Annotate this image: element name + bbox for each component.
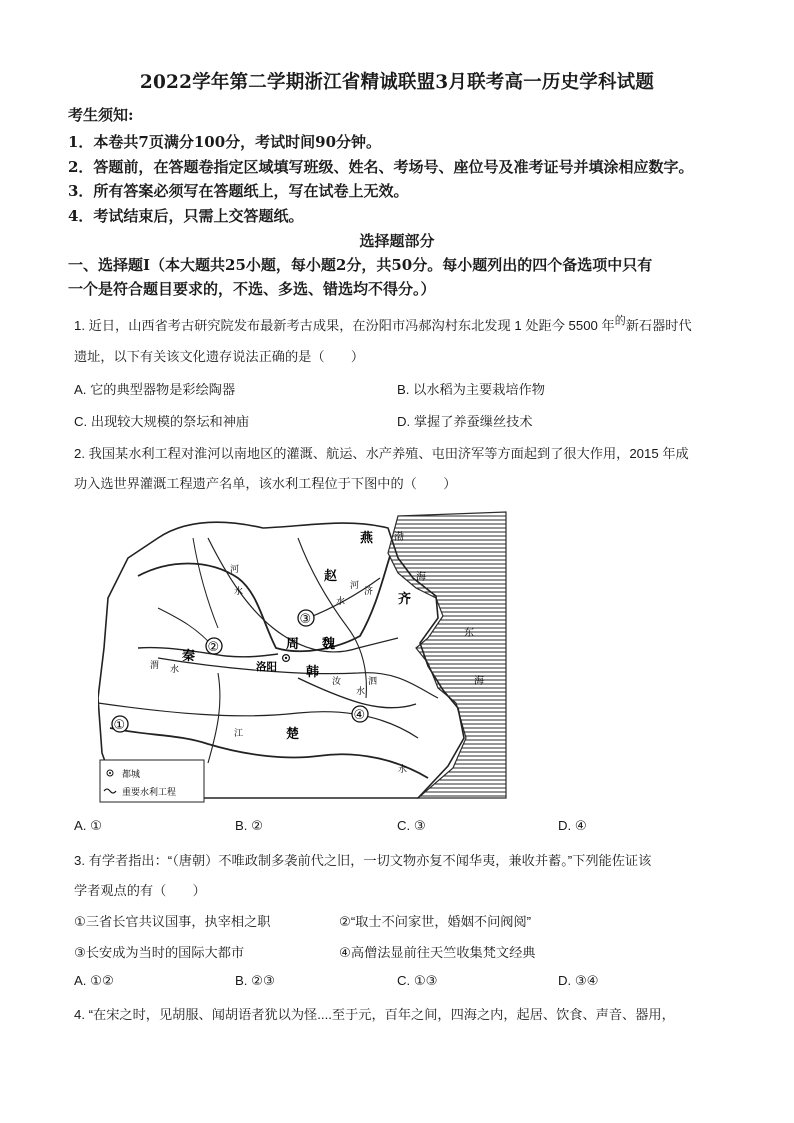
state-border [208,673,220,763]
question-2-option-a: A. ① [74,818,102,833]
question-3-option-a: A. ①② [74,973,114,988]
state-label-wei: 魏 [322,637,336,652]
state-label-qi: 齐 [398,592,412,607]
question-1-stem: 遗址，以下有关该文化遗存说法正确的是（ ） [74,349,365,364]
question-1-option-a: A. 它的典型器物是彩绘陶器 [74,382,236,397]
legend-capital-label: 都城 [122,770,141,780]
question-3-option-d: D. ③④ [558,973,599,988]
river-label: 河 [230,565,240,575]
notice-heading: 考生须知: [68,106,134,124]
sea-label: 渤 [394,532,404,543]
question-4-stem: 4. “在宋之时，见胡服、闻胡语者犹以为怪....至于元，百年之间，四海之内，起居、饮食、声音、器用， [74,1007,675,1022]
warring-states-map [98,498,510,804]
marker-1: ① [113,718,126,733]
marker-2: ② [207,640,220,655]
river-label: 水 [170,665,180,675]
legend-capital-symbol [109,772,111,774]
city-label-luoyang: 洛阳 [256,661,277,673]
question-3-stem: 学者观点的有（ ） [74,883,206,898]
section-title: 选择题部分 [359,232,435,250]
question-3-statement: ④高僧法显前往天竺收集梵文经典 [339,945,536,960]
state-label-yan: 燕 [360,531,374,546]
question-1-stem-text: 1. 近日，山西省考古研究院发布最新考古成果，在汾阳市冯郝沟村东北发现 1 处距今 5500 年 [74,318,615,333]
yellow-river [138,556,390,651]
question-1-option-b: B. 以水稻为主要栽培作物 [397,382,545,397]
state-label-chu: 楚 [286,727,300,742]
legend-waterworks-label: 重要水利工程 [122,788,177,798]
sea-label: 海 [416,572,426,583]
notice-item: 1．本卷共7页满分100分，考试时间90分钟。 [68,133,382,151]
sea-label: 东 [464,628,474,639]
marker-4: ④ [353,708,366,723]
question-2-option-b: B. ② [235,818,263,833]
question-2-option-c: C. ③ [397,818,426,833]
question-3-option-b: B. ②③ [235,973,275,988]
question-1-option-d: D. 掌握了养蚕缫丝技术 [397,414,533,429]
section-instruction: 一个是符合题目要求的，不选、多选、错选均不得分。） [68,280,436,298]
question-1-stem-superscript: 的 [614,315,626,327]
marker-3: ③ [299,612,312,627]
state-label-qin: 秦 [182,649,196,664]
notice-item: 4．考试结束后，只需上交答题纸。 [68,207,304,225]
question-2-stem: 2. 我国某水利工程对淮河以南地区的灌溉、航运、水产养殖、屯田济军等方面起到了很大作用，2015 年成 [74,446,689,461]
question-2-option-d: D. ④ [558,818,587,833]
question-3-statement: ①三省长官共议国事，执宰相之职 [74,914,271,929]
state-label-zhao: 赵 [324,569,338,584]
notice-item: 2．答题前，在答题卷指定区域填写班级、姓名、考场号、座位号及准考证号并填涂相应数字。 [68,158,694,176]
river-label: 河 [350,581,360,591]
question-3-stem: 3. 有学者指出：“（唐朝）不唯政制多袭前代之旧，一切文物亦复不闻华夷，兼收并蓄。”下列能佐证该 [74,853,652,868]
question-3-statement: ③长安成为当时的国际大都市 [74,945,245,960]
river-label: 水 [336,597,346,607]
river-label: 济 [364,587,374,597]
tributary-river [193,538,218,628]
question-1-stem [74,315,692,334]
river-label: 渭 [150,661,160,671]
river-label: 泗 [368,677,378,687]
question-2-stem: 功入选世界灌溉工程遗产名单，该水利工程位于下图中的（ ） [74,476,457,491]
river-label: 水 [398,765,408,775]
state-label-han: 韩 [306,665,320,680]
exam-title: 2022学年第二学期浙江省精诚联盟3月联考高一历史学科试题 [139,72,655,93]
sea-label: 海 [474,676,484,687]
capital-luoyang-dot [285,657,287,659]
river-label: 江 [234,729,244,739]
river-label: 水 [356,687,366,697]
state-label-zhou: 周 [286,637,300,652]
river-label: 水 [234,587,244,597]
section-instruction: 一、选择题Ⅰ（本大题共25小题，每小题2分，共50分。每小题列出的四个备选项中只有 [68,256,653,274]
river-label: 汝 [332,677,342,687]
question-1-stem-text: 新石器时代 [625,318,692,333]
notice-item: 3．所有答案必须写在答题纸上，写在试卷上无效。 [68,182,409,200]
question-3-statement: ②“取士不问家世，婚姻不问阀阅” [339,914,532,929]
question-1-option-c: C. 出现较大规模的祭坛和神庙 [74,414,250,429]
question-3-option-c: C. ①③ [397,973,438,988]
sea-area [388,512,506,798]
